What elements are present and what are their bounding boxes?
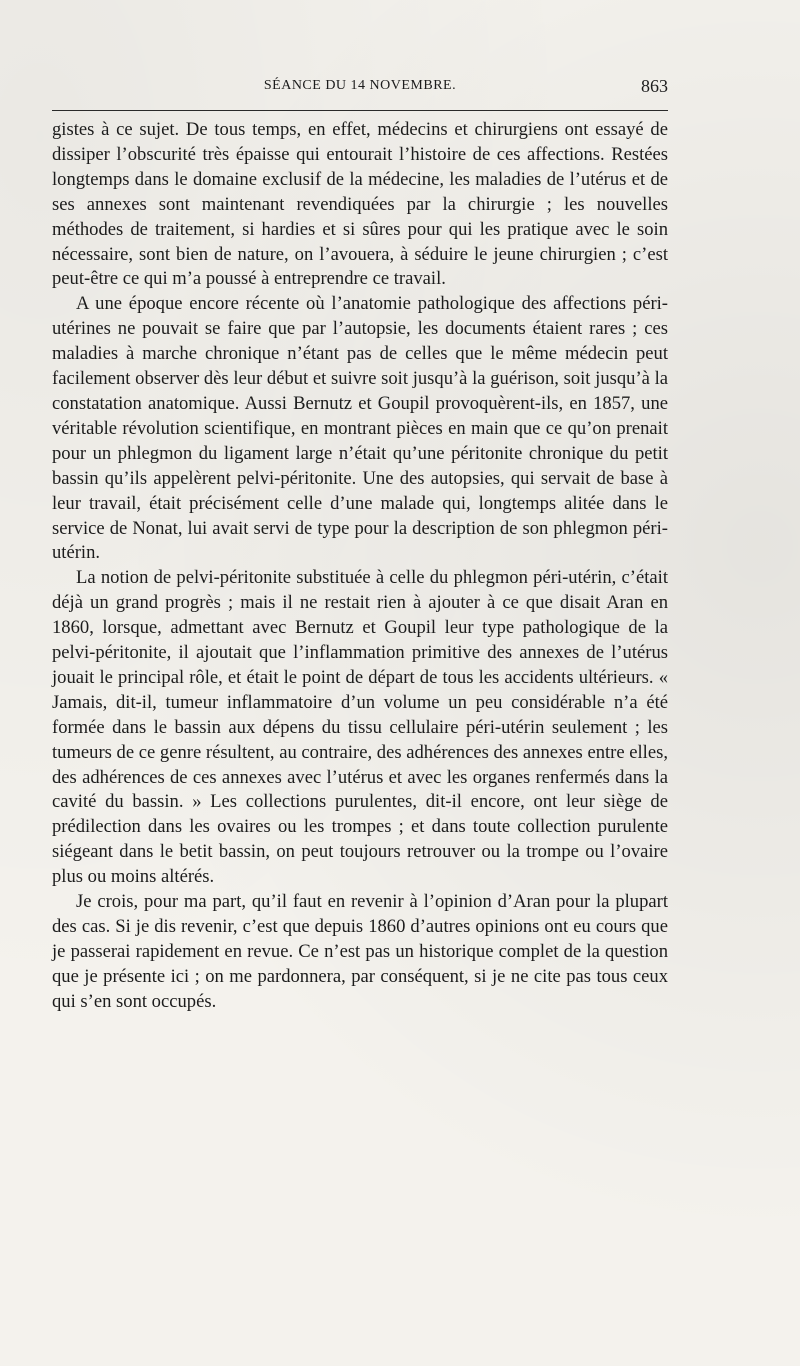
paragraph-2: A une époque encore récente où l’anatomie pathologique des affections péri-utérines ne pouvait se faire que par l’autopsie, les documents étaient rares ; ces maladies à marche chronique n’étant pas de celles que le même médecin peut facilement observer dès leur début et suivre soit jusqu’à la guérison, soit jusqu’à la constatation anatomique. Aussi Bernutz et Goupil provoquèrent-ils, en 1857, une véritable révolution scientifique, en montrant pièces en main que ce qu’on prenait pour un phlegmon du ligament large n’était qu’une péritonite chronique du petit bassin qu’ils appelèrent pelvi-péritonite. Une des autopsies, qui servait de base à leur travail, était précisément celle d’une malade qui, longtemps alitée dans le service de Nonat, lui avait servi de type pour la description de son phlegmon péri-utérin. <box>52 293 668 564</box>
running-title: SÉANCE DU 14 NOVEMBRE. <box>263 78 457 93</box>
page-header <box>52 72 668 106</box>
paragraph-1: gistes à ce sujet. De tous temps, en effet, médecins et chirurgiens ont essayé de dissiper l’obscurité très épaisse qui entourait l’histoire de ces affections. Restées longtemps dans le domaine exclusif de la médecine, les maladies de l’utérus et de ses annexes sont maintenant revendiquées par la chirurgie ; les nouvelles méthodes de traitement, si hardies et si sûres pour qui les pratique avec le soin nécessaire, sont bien de nature, on l’avouera, à séduire le jeune chirurgien ; c’est peut-être ce qui m’a poussé à entreprendre ce travail. <box>52 119 668 290</box>
paragraph-3: La notion de pelvi-péritonite substituée à celle du phlegmon péri-utérin, c’était déjà un grand progrès ; mais il ne restait rien à ajouter à ce que disait Aran en 1860, lorsque, admettant avec Bernutz et Goupil leur type pathologique de la pelvi-péritonite, il ajoutait que l’inflammation primitive des annexes de l’utérus jouait le principal rôle, et était le point de départ de tous les accidents ultérieurs. « Jamais, dit-il, tumeur inflammatoire d’un volume un peu considérable n’a été formée dans le bassin aux dépens du tissu cellulaire péri-utérin seulement ; les tumeurs de ce genre résultent, au contraire, des adhérences des annexes entre elles, des adhérences de ces annexes avec l’utérus et avec les organes renfermés dans la cavité du bassin. » Les collections purulentes, dit-il encore, ont leur siège de prédilection dans les ovaires ou les trompes ; et dans toute collection purulente siégeant dans le betit bassin, on peut toujours retrouver ou la trompe ou l’ovaire plus ou moins altérés. <box>52 567 668 888</box>
page-number: 863 <box>641 76 668 96</box>
paragraph-4: Je crois, pour ma part, qu’il faut en revenir à l’opinion d’Aran pour la plupart des cas. Si je dis revenir, c’est que depuis 1860 d’autres opinions ont eu cours que je passerai rapidement en revue. Ce n’est pas un historique complet de la question que je présente ici ; on me pardonnera, par conséquent, si je ne cite pas tous ceux qui s’en sont occupés. <box>52 891 668 1012</box>
body-text <box>52 118 668 1015</box>
header-rule <box>52 110 668 111</box>
